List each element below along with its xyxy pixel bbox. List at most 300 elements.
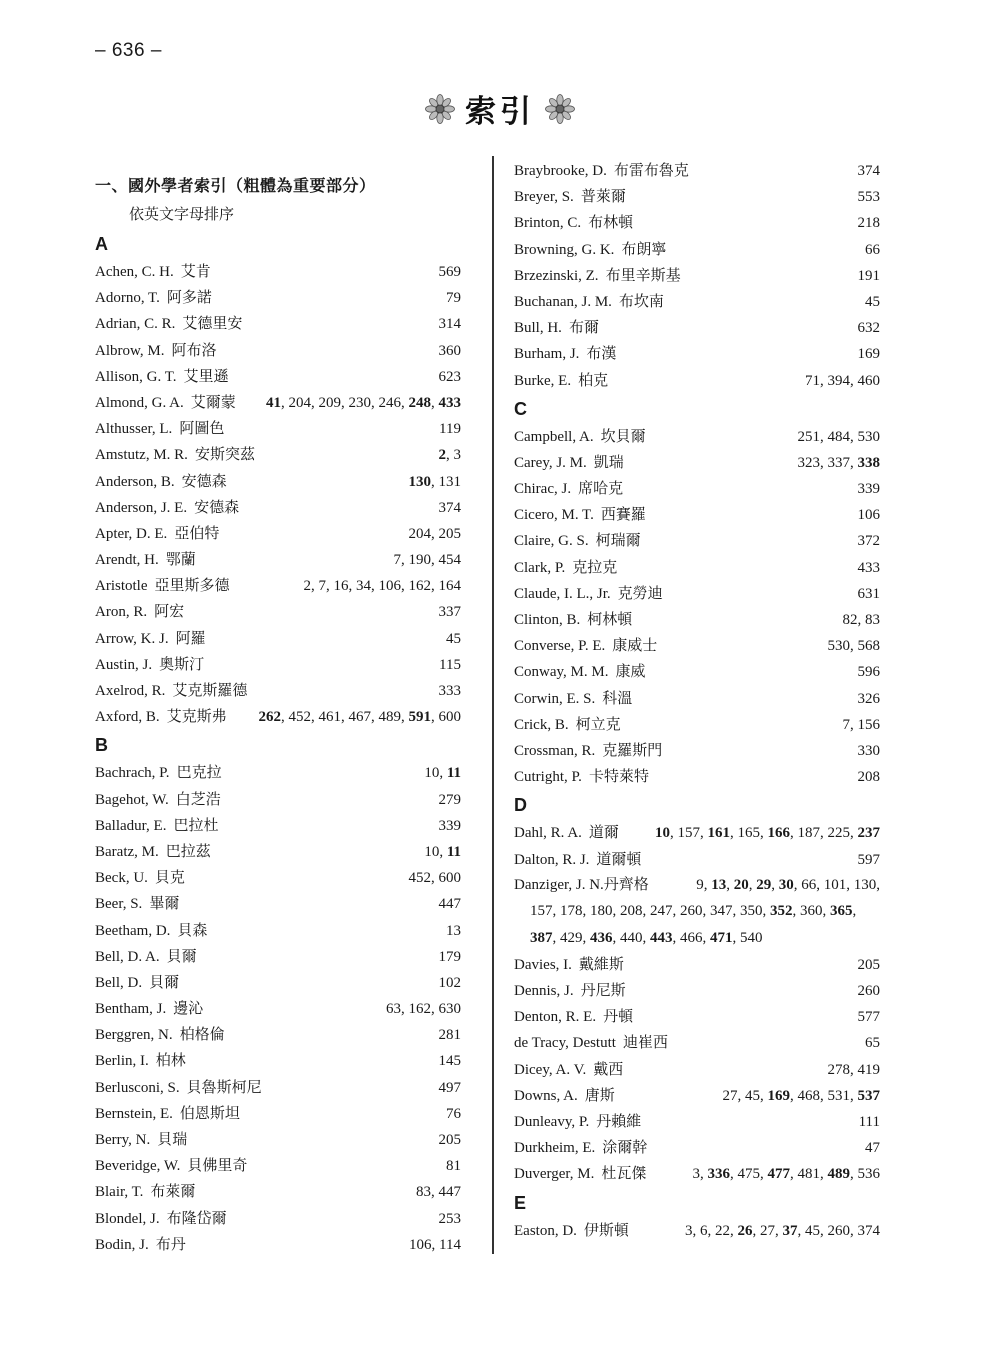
- entry-pages: 102: [438, 974, 461, 991]
- entry-name: Apter, D. E.: [95, 525, 168, 542]
- entry-name: Campbell, A.: [514, 428, 594, 445]
- page-ref-bold: 338: [857, 454, 880, 471]
- entry-names: [95, 812, 218, 839]
- entry-pages: 106, 114: [409, 1236, 461, 1253]
- entry-names: [95, 838, 211, 865]
- entry-names: [95, 415, 224, 442]
- entry-name: Dicey, A. V.: [514, 1061, 587, 1078]
- entry-chinese-name: 伊斯頓: [583, 1220, 629, 1239]
- entry-names: [514, 951, 624, 978]
- entry-chinese-name: 席哈克: [578, 479, 624, 498]
- entry-pages: 262, 452, 461, 467, 489, 591, 600: [258, 709, 461, 726]
- index-entry: [95, 703, 461, 729]
- entry-pages: 530, 568: [827, 638, 880, 655]
- index-entry: [514, 340, 880, 366]
- entry-pages: 339: [857, 481, 880, 498]
- index-entry: [95, 441, 461, 467]
- entry-names: [95, 1047, 186, 1074]
- entry-pages: 208: [857, 769, 880, 786]
- entry-names: [514, 209, 633, 236]
- entry-pages: 597: [857, 851, 880, 868]
- entry-chinese-name: 貝克: [154, 868, 185, 887]
- index-entry: [95, 389, 461, 415]
- entry-pages: 119: [439, 421, 461, 438]
- entry-name: Bodin, J.: [95, 1236, 149, 1253]
- entry-name: Albrow, M.: [95, 342, 165, 359]
- entry-pages: 569: [438, 264, 461, 280]
- entry-name: Allison, G. T.: [95, 368, 177, 385]
- entry-names: [514, 1082, 615, 1109]
- index-entry: [95, 337, 461, 363]
- entry-pages: 452, 600: [408, 870, 461, 887]
- page-ref-bold: 169: [767, 1087, 790, 1104]
- entry-name: Dunleavy, P.: [514, 1114, 590, 1131]
- entry-name: Aron, R.: [95, 604, 148, 621]
- entry-pages: 7, 156: [842, 716, 880, 733]
- entry-names: [514, 658, 645, 685]
- index-entry: [95, 520, 461, 546]
- entry-chinese-name: 西賽羅: [600, 505, 646, 524]
- entry-chinese-name: 布爾: [568, 318, 599, 337]
- page-ref-bold: 13: [711, 876, 727, 893]
- index-entry: [95, 759, 461, 785]
- entry-chinese-name: 畢爾: [149, 894, 180, 913]
- entry-names: [514, 711, 621, 738]
- entry-chinese-name: 阿圖色: [179, 419, 225, 438]
- entry-chinese-name: 布里辛斯基: [605, 265, 681, 284]
- entry-pages: 63, 162, 630: [386, 1001, 461, 1018]
- entry-name: Browning, G. K.: [514, 241, 615, 258]
- entry-name: Breyer, S.: [514, 189, 574, 206]
- entry-names: [514, 632, 657, 659]
- entry-pages: 45: [446, 630, 461, 647]
- page-ref-bold: 166: [767, 825, 790, 842]
- entry-name: Burke, E.: [514, 372, 572, 389]
- entry-names: [95, 572, 230, 599]
- entry-pages: 497: [438, 1079, 461, 1096]
- index-entry: [514, 288, 880, 314]
- page-title: 索引: [465, 94, 535, 130]
- index-entry: [514, 1029, 880, 1055]
- entry-names: [95, 786, 221, 813]
- entry-name: Aristotle: [95, 578, 148, 595]
- entry-chinese-name: 凱瑞: [593, 452, 624, 471]
- index-entry: [514, 685, 880, 711]
- index-entry: [95, 572, 461, 598]
- entry-name: Bagehot, W.: [95, 791, 169, 808]
- page-ref-bold: 365: [830, 903, 853, 920]
- entry-pages: 41, 204, 209, 230, 246, 248, 433: [266, 394, 461, 411]
- entry-chinese-name: 丹尼斯: [580, 981, 626, 1000]
- entry-chinese-name: 丹賴維: [596, 1112, 642, 1131]
- entry-names: [95, 890, 179, 917]
- entry-pages: 281: [438, 1027, 461, 1044]
- index-entry: [514, 580, 880, 606]
- entry-pages: 374: [438, 499, 461, 516]
- index-entry: [95, 1152, 461, 1178]
- entry-name: Berlusconi, S.: [95, 1079, 180, 1096]
- entry-name: Althusser, L.: [95, 421, 173, 438]
- entry-chinese-name: 涂爾幹: [602, 1138, 648, 1157]
- index-entry: [95, 415, 461, 441]
- entry-pages: 65: [865, 1035, 880, 1052]
- entry-chinese-name: 迪崔西: [622, 1033, 668, 1052]
- entry-names: [95, 917, 207, 944]
- index-entry: [95, 1205, 461, 1231]
- entry-pages: 13: [446, 922, 461, 939]
- entry-line: [514, 872, 880, 898]
- page-ref-bold: 29: [756, 876, 772, 893]
- index-entry: [514, 846, 880, 872]
- entry-name: Beetham, D.: [95, 922, 171, 939]
- entry-chinese-name: 克勞迪: [617, 583, 663, 602]
- index-entry: [514, 951, 880, 977]
- entry-names: [95, 759, 222, 786]
- entry-name: Burham, J.: [514, 346, 580, 363]
- entry-pages: 115: [439, 656, 461, 673]
- page-ref-bold: 336: [707, 1166, 730, 1183]
- entry-names: [95, 337, 216, 364]
- entry-name: Clinton, B.: [514, 612, 581, 628]
- index-entry: [514, 475, 880, 501]
- entry-name: Axford, B.: [95, 709, 160, 726]
- entry-pages: 7, 190, 454: [393, 552, 461, 569]
- entry-pages: 596: [857, 664, 880, 681]
- entry-names: [95, 546, 196, 573]
- index-column-left: [95, 172, 461, 1257]
- index-title: [0, 86, 1000, 131]
- entry-chinese-name: 貝森: [177, 920, 208, 939]
- left-entries: [95, 228, 461, 1257]
- entry-chinese-name: 唐斯: [584, 1085, 615, 1104]
- entry-name: Crick, B.: [514, 716, 569, 733]
- index-entry: [95, 838, 461, 864]
- entry-chinese-name: 丹頓: [603, 1007, 634, 1026]
- entry-chinese-name: 布朗寧: [621, 239, 667, 258]
- entry-names: [514, 737, 662, 764]
- index-entry: [514, 1108, 880, 1134]
- entry-chinese-name: 貝瑞: [157, 1130, 188, 1148]
- entry-chinese-name: 布坎南: [618, 291, 664, 310]
- index-entry: [514, 527, 880, 553]
- entry-name: Berlin, I.: [95, 1053, 149, 1070]
- entry-chinese-name: 克拉克: [572, 557, 618, 576]
- entry-name: Chirac, J.: [514, 481, 572, 498]
- index-entry: [95, 1178, 461, 1204]
- entry-chinese-name: 白芝浩: [175, 789, 221, 808]
- entry-name: Bell, D.: [95, 974, 143, 991]
- entry-chinese-name: 巴克拉: [176, 763, 222, 782]
- entry-name: Dahl, R. A.: [514, 825, 582, 842]
- entry-names: [514, 288, 664, 315]
- entry-pages: 71, 394, 460: [805, 372, 880, 389]
- entry-pages: 130, 131: [408, 473, 461, 490]
- entry-name: Cutright, P.: [514, 769, 582, 786]
- entry-name: Adrian, C. R.: [95, 316, 176, 333]
- entry-chinese-name: 阿羅: [175, 628, 206, 647]
- entry-name: Corwin, E. S.: [514, 690, 596, 707]
- entry-names: [514, 314, 599, 341]
- entry-pages: 79: [446, 290, 461, 307]
- entry-names: [514, 819, 619, 846]
- entry-pages: 337: [438, 604, 461, 621]
- letter-heading: A: [95, 234, 108, 254]
- entry-name: Bernstein, E.: [95, 1105, 173, 1122]
- letter-heading: E: [514, 1192, 527, 1213]
- entry-names: [514, 501, 646, 528]
- letter-heading: C: [514, 398, 527, 419]
- index-entry: [95, 1074, 461, 1100]
- entry-names: [95, 494, 239, 521]
- entry-name: Easton, D.: [514, 1222, 577, 1239]
- entry-name: Berry, N.: [95, 1132, 151, 1148]
- entry-names: [514, 763, 649, 790]
- index-entry: [95, 1021, 461, 1047]
- entry-chinese-name: 柯立克: [575, 714, 621, 733]
- index-entry: [514, 1160, 880, 1186]
- entry-names: [514, 423, 646, 450]
- entry-name: Carey, J. M.: [514, 454, 587, 471]
- right-entries: [514, 157, 880, 1243]
- index-entry: [95, 1047, 461, 1073]
- index-entry: [95, 943, 461, 969]
- entry-chinese-name: 柏克: [578, 370, 609, 389]
- entry-names: [514, 1160, 646, 1187]
- entry-names: [95, 1152, 247, 1179]
- page-ref-bold: 37: [782, 1222, 798, 1239]
- entry-names: [514, 872, 649, 898]
- index-entry: [95, 1126, 461, 1152]
- index-entry: [514, 872, 880, 951]
- entry-pages: 3, 336, 475, 477, 481, 489, 536: [692, 1166, 880, 1183]
- index-entry: [514, 449, 880, 475]
- entry-name: Converse, P. E.: [514, 638, 606, 655]
- entry-pages: 2, 7, 16, 34, 106, 162, 164: [303, 578, 461, 595]
- index-entry: [514, 262, 880, 288]
- entry-name: Downs, A.: [514, 1087, 578, 1104]
- page-ref-bold: 26: [737, 1222, 753, 1239]
- index-entry: [514, 1217, 880, 1243]
- page-ref-bold: 477: [767, 1166, 790, 1183]
- entry-name: Conway, M. M.: [514, 664, 609, 681]
- entry-names: [514, 157, 689, 184]
- entry-name: Bachrach, P.: [95, 765, 170, 782]
- entry-names: [514, 1003, 633, 1030]
- page-ref-bold: 591: [408, 709, 431, 726]
- entry-name: Amstutz, M. R.: [95, 447, 188, 464]
- entry-name: Beck, U.: [95, 870, 148, 887]
- entry-chinese-name: 戴維斯: [578, 954, 624, 973]
- page-ref-bold: 471: [710, 929, 733, 946]
- entry-pages: 27, 45, 169, 468, 531, 537: [722, 1087, 880, 1104]
- page-ref-bold: 161: [707, 825, 730, 842]
- entry-name: Bell, D. A.: [95, 948, 160, 965]
- entry-name: Claire, G. S.: [514, 533, 589, 550]
- entry-pages: 205: [857, 956, 880, 973]
- entry-names: [95, 1205, 227, 1232]
- entry-name: Baratz, M.: [95, 843, 159, 860]
- entry-pages: 279: [438, 791, 461, 808]
- entry-pages: 360: [438, 342, 461, 359]
- entry-pages: 278, 419: [827, 1061, 880, 1078]
- entry-chinese-name: 康威: [615, 662, 646, 681]
- flower-ornament-icon: [545, 94, 575, 124]
- index-entry: [514, 183, 880, 209]
- entry-chinese-name: 柯林頓: [587, 610, 633, 628]
- page-ref-bold: 387: [530, 929, 553, 946]
- page-ref-bold: 11: [446, 765, 461, 782]
- index-entry: [514, 1134, 880, 1160]
- entry-pages-continued: 387, 429, 436, 440, 443, 466, 471, 540: [530, 929, 763, 946]
- page-ref-bold: 10: [655, 825, 670, 842]
- entry-pages: 111: [858, 1114, 880, 1131]
- entry-name: Davies, I.: [514, 956, 572, 973]
- entry-chinese-name: 貝爾: [149, 972, 180, 991]
- entry-name: Axelrod, R.: [95, 683, 166, 699]
- entry-name: Blondel, J.: [95, 1210, 160, 1227]
- entry-name: Buchanan, J. M.: [514, 293, 612, 310]
- page-ref-bold: 537: [857, 1087, 880, 1104]
- entry-names: [514, 1134, 647, 1161]
- entry-pages: 447: [438, 896, 461, 913]
- entry-names: [95, 468, 227, 495]
- page-ref-bold: 489: [827, 1166, 850, 1183]
- entry-chinese-name: 布雷布魯克: [613, 161, 689, 179]
- entry-name: Adorno, T.: [95, 290, 160, 307]
- entry-name: Beveridge, W.: [95, 1158, 181, 1175]
- entry-names: [95, 995, 203, 1022]
- entry-names: [514, 1217, 629, 1244]
- page-ref-bold: 2: [438, 447, 446, 464]
- entry-chinese-name: 艾德里安: [182, 314, 243, 333]
- entry-pages: 326: [857, 690, 880, 707]
- entry-pages: 374: [857, 163, 880, 179]
- index-entry: [514, 314, 880, 340]
- entry-pages: 631: [857, 585, 880, 602]
- index-entry: [514, 367, 880, 393]
- entry-pages: 339: [438, 817, 461, 834]
- entry-names: [514, 340, 616, 367]
- index-entry: [95, 1100, 461, 1126]
- index-entry: [514, 819, 880, 845]
- entry-names: [514, 367, 608, 394]
- entry-pages: 251, 484, 530: [797, 428, 880, 445]
- entry-name: Bentham, J.: [95, 1001, 167, 1018]
- entry-chinese-name: 科溫: [602, 688, 633, 707]
- entry-pages: 45: [865, 293, 880, 310]
- entry-name: Bull, H.: [514, 320, 562, 337]
- entry-pages: 106: [857, 507, 880, 524]
- entry-pages: 433: [857, 559, 880, 576]
- index-entry: [95, 1231, 461, 1257]
- index-entry: [95, 969, 461, 995]
- entry-chinese-name: 布林頓: [588, 213, 634, 232]
- entry-names: [514, 262, 681, 289]
- page-ref-bold: 30: [778, 876, 794, 893]
- entry-chinese-name: 布萊爾: [150, 1182, 196, 1201]
- entry-chinese-name: 道爾頓: [596, 849, 642, 868]
- entry-chinese-name: 巴拉茲: [165, 841, 211, 860]
- index-entry: [514, 423, 880, 449]
- entry-name: Arendt, H.: [95, 552, 159, 569]
- entry-name: Dennis, J.: [514, 983, 574, 1000]
- entry-name: Berggren, N.: [95, 1027, 173, 1044]
- entry-pages: 372: [857, 533, 880, 550]
- entry-chinese-name: 坎貝爾: [600, 426, 646, 445]
- entry-pages: 169: [857, 346, 880, 363]
- entry-names: [95, 1178, 195, 1205]
- index-entry: [95, 468, 461, 494]
- entry-chinese-name: 普萊爾: [580, 187, 626, 206]
- entry-name: Claude, I. L., Jr.: [514, 585, 611, 602]
- entry-names: [95, 1021, 225, 1048]
- page-number: – 636 –: [95, 40, 162, 61]
- column-divider: [492, 156, 494, 1254]
- entry-name: Anderson, J. E.: [95, 499, 188, 516]
- index-entry: [95, 812, 461, 838]
- entry-chinese-name: 阿布洛: [171, 340, 217, 359]
- entry-chinese-name: 巴拉杜: [173, 815, 219, 834]
- entry-pages: 2, 3: [438, 447, 461, 464]
- index-entry: [514, 209, 880, 235]
- entry-names: [95, 441, 255, 468]
- page-ref-bold: 443: [650, 929, 673, 946]
- entry-pages: 253: [438, 1210, 461, 1227]
- index-entry: [514, 1082, 880, 1108]
- entry-names: [95, 520, 219, 547]
- entry-name: Clark, P.: [514, 559, 566, 576]
- entry-names: [95, 1126, 187, 1153]
- entry-name: Beer, S.: [95, 896, 143, 913]
- entry-chinese-name: 阿宏: [154, 602, 185, 621]
- entry-chinese-name: 亞伯特: [174, 523, 220, 542]
- entry-names: [514, 606, 632, 633]
- entry-chinese-name: 艾克斯羅德: [172, 681, 248, 699]
- entry-name: Brzezinski, Z.: [514, 267, 599, 284]
- entry-names: [514, 554, 617, 581]
- entry-pages: 218: [857, 215, 880, 232]
- entry-names: [95, 677, 247, 704]
- entry-names: [514, 580, 663, 607]
- entry-chinese-name: 鄂蘭: [165, 550, 196, 569]
- entry-chinese-name: 艾肯: [180, 262, 211, 280]
- entry-names: [514, 183, 626, 210]
- entry-pages: 145: [438, 1053, 461, 1070]
- entry-names: [95, 258, 211, 285]
- entry-name: Dalton, R. J.: [514, 851, 590, 868]
- page-ref-bold: 41: [266, 394, 281, 411]
- entry-pages: 260: [857, 983, 880, 1000]
- entry-names: [514, 475, 623, 502]
- entry-chinese-name: 奧斯汀: [159, 654, 205, 673]
- entry-pages: 623: [438, 368, 461, 385]
- entry-name: Arrow, K. J.: [95, 630, 169, 647]
- entry-names: [514, 685, 632, 712]
- entry-chinese-name: 貝佛里奇: [187, 1156, 248, 1175]
- entry-chinese-name: 布丹: [155, 1234, 186, 1253]
- index-entry: [95, 917, 461, 943]
- entry-chinese-name: 艾爾蒙: [190, 392, 236, 411]
- index-entry: [514, 711, 880, 737]
- entry-name: Denton, R. E.: [514, 1009, 597, 1026]
- entry-name: Durkheim, E.: [514, 1140, 596, 1157]
- index-entry: [95, 890, 461, 916]
- entry-chinese-name: 阿多諾: [166, 288, 212, 307]
- entry-name: Austin, J.: [95, 656, 153, 673]
- entry-names: [95, 943, 197, 970]
- index-entry: [95, 284, 461, 310]
- index-entry: [95, 677, 461, 703]
